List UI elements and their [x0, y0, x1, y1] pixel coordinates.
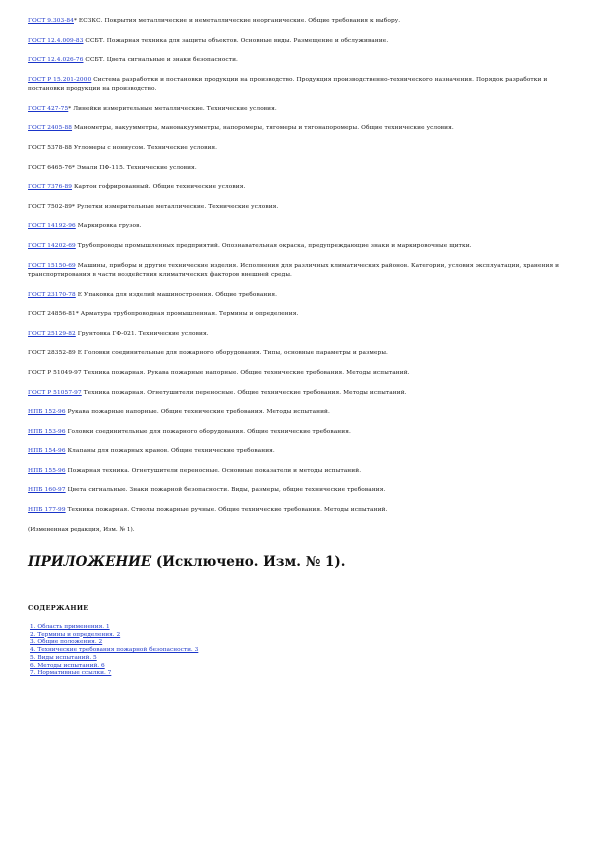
reference-item — [28, 330, 573, 339]
reference-code-link[interactable]: ГОСТ 9.303-84 — [28, 18, 74, 24]
appendix-label: ПРИЛОЖЕНИЕ — [28, 554, 152, 570]
reference-title: ССБТ. Цвета сигнальные и знаки безопасности. — [83, 57, 238, 64]
reference-item — [28, 486, 573, 495]
reference-code: ГОСТ 6465-76 — [28, 164, 73, 171]
reference-item — [28, 222, 573, 231]
reference-title: Цвета сигнальные. Знаки пожарной безопасности. Виды, размеры, общие технические требования. — [65, 487, 386, 494]
toc-link[interactable]: 3. Общие положения. 2 — [30, 639, 103, 646]
reference-code: ГОСТ Р 51049-97 — [28, 369, 82, 376]
reference-item — [28, 310, 573, 319]
reference-title: Трубопроводы промышленных предприятий. Опознавательная окраска, предупреждающие знаки и маркировочные щитки. — [75, 242, 472, 249]
reference-code-link[interactable]: НПБ 160-97 — [28, 487, 66, 494]
reference-item — [28, 408, 573, 417]
reference-code-link[interactable]: ГОСТ Р 15.201-2000 — [28, 76, 92, 83]
reference-item — [28, 203, 573, 212]
revision-note: (Измененная редакция, Изм. № 1). — [28, 526, 135, 533]
reference-title: Грунтовка ГФ-021. Технические условия. — [75, 330, 209, 337]
reference-title: Манометры, вакуумметры, мановакуумметры, напоромеры, тягомеры и тягонапоромеры. Общие технические условия. — [72, 125, 454, 132]
toc-link[interactable]: 2. Термины и определения. 2 — [30, 631, 121, 638]
reference-item — [28, 467, 573, 476]
reference-title: Головки соединительные для пожарного оборудования. Общие технические требования. — [65, 428, 351, 435]
reference-item — [28, 144, 573, 153]
reference-item — [28, 164, 573, 173]
reference-title: Техника пожарная. Рукава пожарные напорные. Общие технические требования. Методы испытаний. — [81, 369, 410, 376]
reference-item — [28, 369, 573, 378]
reference-title: Система разработки и постановки продукции на производство. Продукция производственно-технического назначения. Порядок разработки и постановки продукции на производство. — [28, 76, 548, 93]
reference-code-link[interactable]: ГОСТ 12.4.026-76 — [28, 57, 84, 64]
reference-title: Маркировка грузов. — [75, 223, 142, 230]
reference-code-link[interactable]: НПБ 177-99 — [28, 507, 66, 514]
appendix-status: (Исключено. Изм. № 1). — [151, 554, 346, 570]
reference-item — [28, 76, 573, 95]
reference-title: * Арматура трубопроводная промышленная. Термины и определения. — [75, 311, 299, 318]
reference-title: Картон гофрированный. Общие технические условия. — [72, 184, 246, 191]
reference-title: Пожарная техника. Огнетушители переносные. Основные показатели и методы испытаний. — [65, 467, 362, 474]
reference-item — [28, 37, 573, 46]
reference-code-link[interactable]: НПБ 152-96 — [28, 409, 66, 416]
reference-code-link[interactable]: НПБ 154-96 — [28, 448, 66, 455]
table-of-contents — [30, 624, 198, 678]
reference-code-link[interactable]: ГОСТ 15150-69 — [28, 262, 76, 269]
reference-item — [28, 242, 573, 251]
reference-code-link[interactable]: ГОСТ 23170-78 — [28, 291, 76, 298]
toc-link[interactable]: 1. Область применения. 1 — [30, 624, 110, 630]
reference-code-link[interactable]: ГОСТ 12.4.009-83 — [28, 37, 84, 44]
reference-item — [28, 291, 573, 300]
reference-item — [28, 389, 573, 398]
reference-title: Е Головки соединительные для пожарного оборудования. Типы, основные параметры и размеры. — [75, 350, 388, 357]
reference-title: * Эмали ПФ-115. Технические условия. — [72, 164, 197, 171]
normative-references-list — [28, 17, 573, 535]
reference-code-link[interactable]: ГОСТ 14192-96 — [28, 223, 76, 230]
reference-title: Рукава пожарные напорные. Общие технические требования. Методы испытаний. — [65, 409, 330, 416]
toc-link[interactable]: 4. Технические требования пожарной безопасности. 3 — [30, 647, 199, 654]
reference-title: Е Упаковка для изделий машиностроения. Общие требования. — [75, 291, 278, 298]
reference-title: ССБТ. Пожарная техника для защиты объектов. Основные виды. Размещение и обслуживание. — [83, 37, 389, 44]
reference-code: ГОСТ 24856-81 — [28, 311, 76, 318]
toc-link[interactable]: 5. Виды испытаний. 5 — [30, 654, 97, 661]
reference-title: Клапаны для пожарных кранов. Общие технические требования. — [65, 448, 275, 455]
reference-code: ГОСТ 5378-88 — [28, 144, 73, 151]
reference-code: ГОСТ 7502-89 — [28, 203, 73, 210]
reference-title: * Линейки измерительные металлические. Технические условия. — [68, 105, 277, 112]
reference-title: Угломеры с нониусом. Технические условия. — [72, 144, 218, 151]
reference-item — [28, 124, 573, 133]
reference-title: Техника пожарная. Стволы пожарные ручные. Общие технические требования. Методы испытаний. — [65, 507, 388, 514]
reference-code-link[interactable]: ГОСТ 2405-88 — [28, 125, 73, 132]
reference-item — [28, 447, 573, 456]
reference-item — [28, 17, 573, 26]
reference-item — [28, 183, 573, 192]
reference-title: * Рулетки измерительные металлические. Технические условия. — [72, 203, 279, 210]
toc-link[interactable]: 6. Методы испытаний. 6 — [30, 662, 105, 669]
reference-code-link[interactable]: ГОСТ 25129-82 — [28, 330, 76, 337]
toc-link[interactable]: 7. Нормативные ссылки. 7 — [30, 670, 112, 677]
reference-code: ГОСТ 28352-89 — [28, 350, 76, 357]
reference-code-link[interactable]: ГОСТ Р 51057-97 — [28, 389, 82, 396]
reference-code-link[interactable]: ГОСТ 14202-69 — [28, 242, 76, 249]
reference-code-link[interactable]: НПБ 153-96 — [28, 428, 66, 435]
reference-code-link[interactable]: ГОСТ 7376-89 — [28, 184, 73, 191]
reference-code-link[interactable]: ГОСТ 427-75 — [28, 105, 69, 112]
reference-title: Техника пожарная. Огнетушители переносные. Общие технические требования. Методы испытаний. — [81, 389, 407, 396]
appendix-heading — [28, 553, 573, 571]
toc-heading: СОДЕРЖАНИЕ — [28, 604, 89, 612]
reference-item — [28, 105, 573, 114]
reference-item — [28, 349, 573, 358]
reference-item — [28, 56, 573, 65]
reference-title: Машины, приборы и другие технические изделия. Исполнения для различных климатических районов. Категории, условия эксплуатации, хранения и транспортирования в части воздействия климатических факторов внешней среды. — [28, 262, 560, 278]
reference-item — [28, 428, 573, 437]
reference-title: * ЕСЗКС. Покрытия металлические и неметаллические неорганические. Общие требования к выбору. — [73, 18, 401, 24]
reference-item — [28, 506, 573, 515]
reference-code-link[interactable]: НПБ 155-96 — [28, 467, 66, 474]
reference-item — [28, 262, 573, 281]
